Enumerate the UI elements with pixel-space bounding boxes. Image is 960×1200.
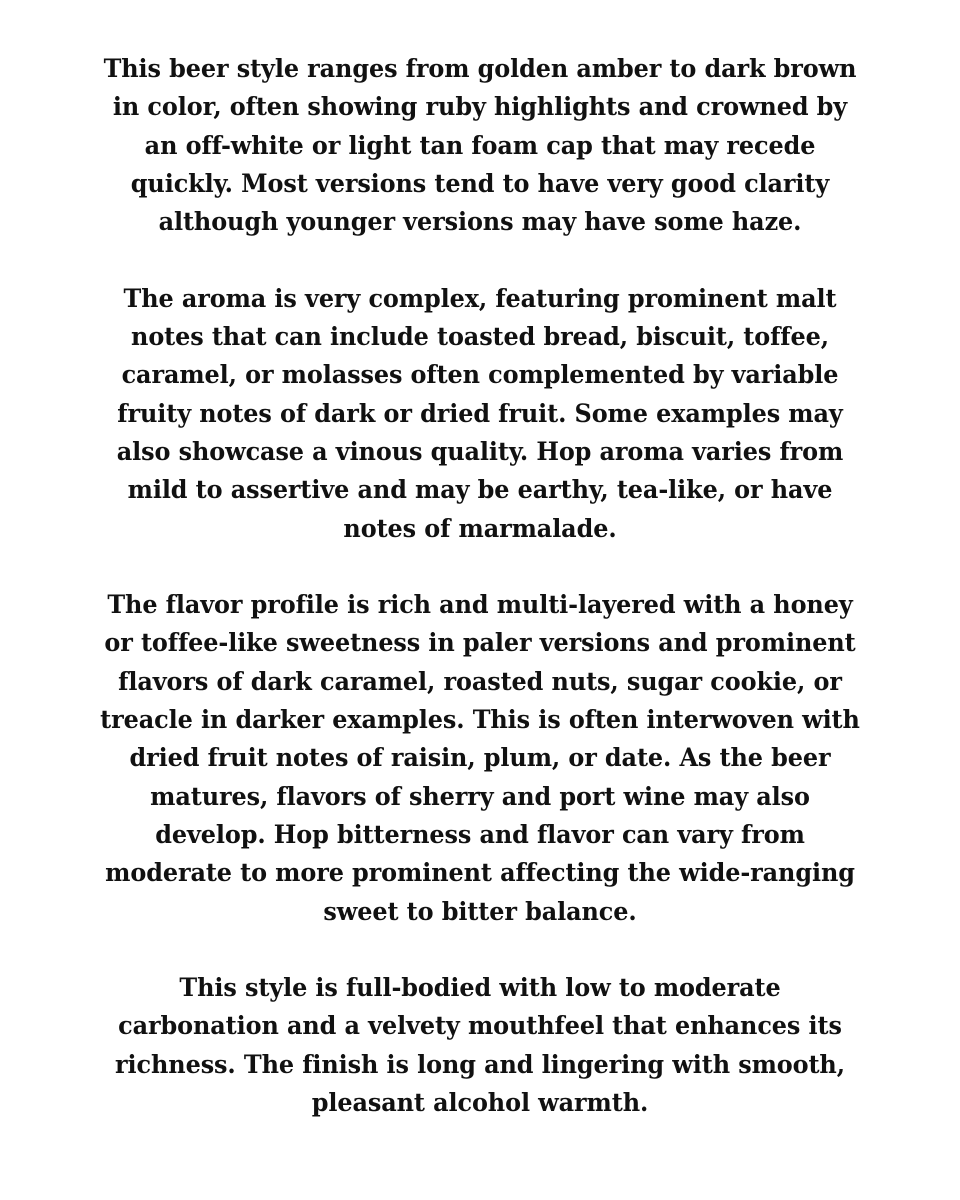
text-line: This beer style ranges from golden amber to dark brown bbox=[103, 54, 857, 84]
text-line: sweet to bitter balance. bbox=[323, 896, 637, 927]
text-line: This style is full-bodied with low to moderate bbox=[179, 973, 781, 1004]
text-line: carbonation and a velvety mouthfeel that enhances its bbox=[118, 1011, 842, 1042]
text-line: The flavor profile is rich and multi-layered with a honey bbox=[107, 590, 853, 621]
text-line: richness. The finish is long and lingering with smooth, bbox=[115, 1049, 845, 1080]
paragraph-gap bbox=[0, 931, 960, 969]
mouthfeel-paragraph bbox=[0, 969, 960, 1122]
text-line: pleasant alcohol warmth. bbox=[311, 1088, 649, 1119]
text-line: an off-white or light tan foam cap that may recede bbox=[144, 130, 816, 161]
text-line: although younger versions may have some haze. bbox=[158, 207, 802, 238]
appearance-paragraph bbox=[0, 50, 960, 241]
paragraph-gap bbox=[0, 548, 960, 586]
text-line: moderate to more prominent affecting the wide-ranging bbox=[105, 858, 855, 889]
flavor-paragraph bbox=[0, 586, 960, 931]
text-line: quickly. Most versions tend to have very good clarity bbox=[130, 168, 830, 199]
text-line: dried fruit notes of raisin, plum, or date. As the beer bbox=[129, 743, 831, 774]
paragraph-gap bbox=[0, 241, 960, 279]
text-line: flavors of dark caramel, roasted nuts, sugar cookie, or bbox=[118, 666, 842, 697]
text-line: mild to assertive and may be earthy, tea-like, or have bbox=[127, 475, 833, 506]
text-line: treacle in darker examples. This is often interwoven with bbox=[100, 705, 860, 736]
text-line: in color, often showing ruby highlights and crowned by bbox=[112, 92, 848, 123]
text-line: also showcase a vinous quality. Hop aroma varies from bbox=[116, 436, 844, 467]
text-line: or toffee-like sweetness in paler versions and prominent bbox=[104, 628, 856, 659]
text-line: caramel, or molasses often complemented by variable bbox=[121, 360, 839, 391]
text-line: The aroma is very complex, featuring prominent malt bbox=[123, 283, 837, 314]
style-description bbox=[0, 50, 960, 1122]
aroma-paragraph bbox=[0, 280, 960, 548]
text-line: notes of marmalade. bbox=[343, 513, 617, 544]
text-line: notes that can include toasted bread, biscuit, toffee, bbox=[131, 322, 829, 353]
text-line: fruity notes of dark or dried fruit. Some examples may bbox=[117, 398, 843, 429]
text-line: matures, flavors of sherry and port wine may also bbox=[150, 781, 810, 812]
text-line: develop. Hop bitterness and flavor can vary from bbox=[155, 819, 805, 850]
